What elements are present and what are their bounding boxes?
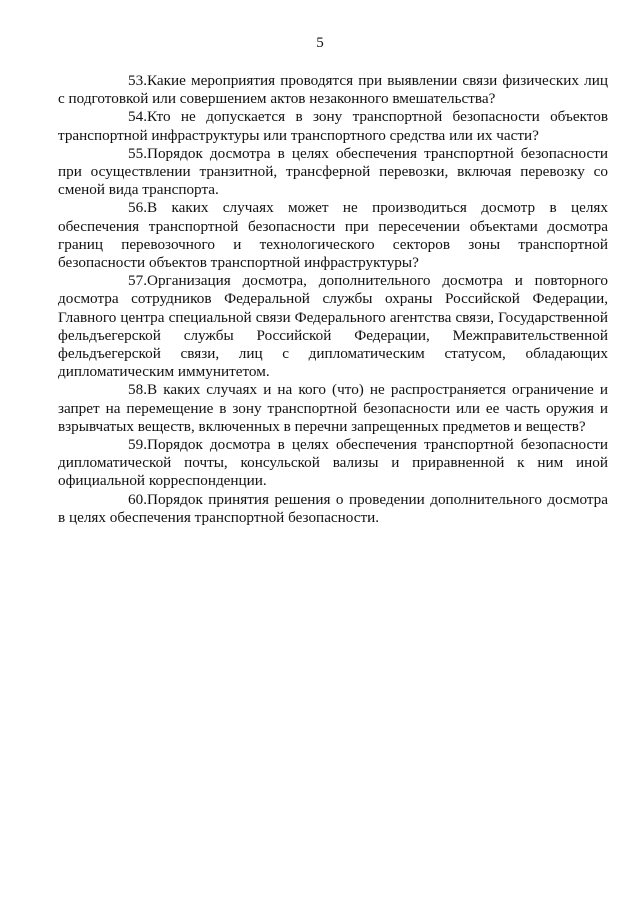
list-item [58, 145, 608, 200]
item-number: 53. [128, 72, 147, 89]
item-number: 59. [128, 436, 147, 454]
item-number: 57. [128, 272, 147, 290]
list-item [58, 72, 608, 108]
item-text: В каких случаях и на кого (что) не распространяется ограничение и запрет на перемещение в зону транспортной безопасности или ее часть оружия и взрывчатых веществ, включенных в перечни запрещенных предметов и веществ? [58, 381, 608, 435]
list-item [58, 108, 608, 144]
list-item [58, 436, 608, 491]
item-text: Кто не допускается в зону транспортной безопасности объектов транспортной инфраструктуры или транспортного средства или их части? [58, 108, 608, 144]
item-number: 55. [128, 144, 147, 162]
item-number: 60. [128, 490, 147, 508]
list-item [58, 491, 608, 527]
page-number: 5 [316, 35, 324, 51]
item-text: Порядок досмотра в целях обеспечения транспортной безопасности дипломатической почты, консульской вализы и приравненной к ним иной официальной корреспонденции. [58, 436, 608, 490]
list-item [58, 381, 608, 436]
question-list [58, 72, 608, 527]
item-text: В каких случаях может не производиться досмотр в целях обеспечения транспортной безопасности при пересечении объектами досмотра границ перевозочного и технологического секторов зоны транспортной безопасности объектов транспортной инфраструктуры? [58, 199, 608, 272]
item-number: 58. [128, 381, 147, 399]
list-item [58, 199, 608, 272]
list-item [58, 272, 608, 381]
item-number: 54. [128, 108, 147, 126]
item-number: 56. [128, 199, 147, 217]
item-text: Порядок принятия решения о проведении дополнительного досмотра в целях обеспечения транспортной безопасности. [58, 490, 608, 526]
item-text: Порядок досмотра в целях обеспечения транспортной безопасности при осуществлении транзитной, трансферной перевозки, включая перевозку со сменой вида транспорта. [58, 144, 608, 199]
item-text: Какие мероприятия проводятся при выявлении связи физических лиц с подготовкой или совершением актов незаконного вмешательства? [58, 72, 608, 108]
item-text: Организация досмотра, дополнительного досмотра и повторного досмотра сотрудников Федеральной службы охраны Российской Федерации, Главного центра специальной связи Федерального агентства связи, Государственной фельдъегерской службы Российской Федерации, Межправительственной фельдъегерской связи, лиц с дипломатическим статусом, обладающих дипломатическим иммунитетом. [58, 272, 608, 381]
